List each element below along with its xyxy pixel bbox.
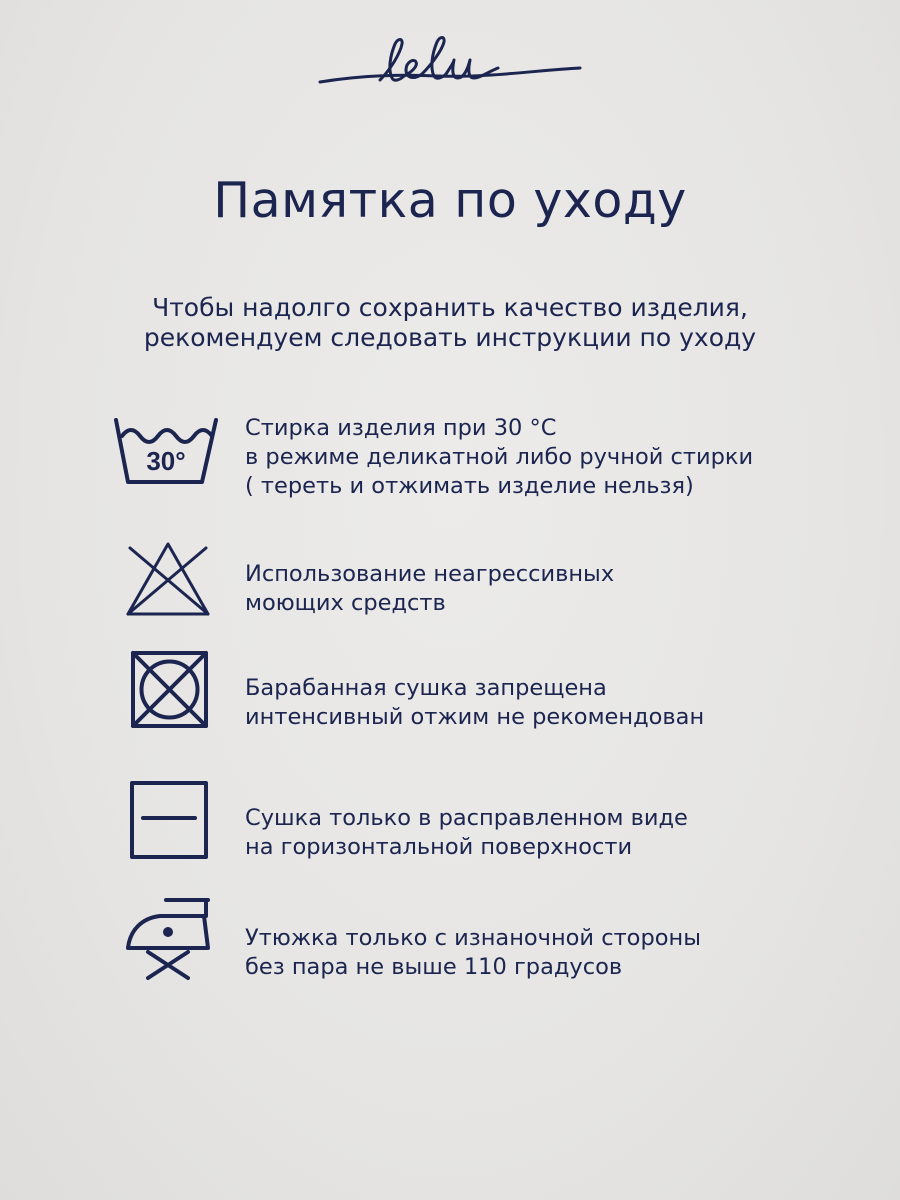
care-item-text bbox=[245, 804, 688, 862]
no-bleach-icon bbox=[112, 538, 222, 638]
care-item-text bbox=[245, 414, 753, 501]
care-item-text bbox=[245, 924, 701, 982]
wash-30-icon bbox=[112, 410, 222, 510]
care-item-text bbox=[245, 674, 704, 732]
wash-temperature-label: 30° bbox=[146, 446, 186, 476]
care-item-line: на горизонтальной поверхности bbox=[245, 834, 633, 860]
care-item-line: Использование неагрессивных bbox=[245, 561, 615, 587]
care-item-line: Сушка только в расправленном виде bbox=[245, 805, 688, 831]
intro-text bbox=[0, 293, 900, 353]
intro-line-2: рекомендуем следовать инструкции по уходу bbox=[143, 323, 757, 352]
care-item-text bbox=[245, 560, 614, 618]
lelu-logo bbox=[318, 30, 584, 100]
dry-flat-icon bbox=[112, 778, 222, 878]
page-title: Памятка по уходу bbox=[213, 172, 687, 229]
intro-line-1: Чтобы надолго сохранить качество изделия, bbox=[152, 293, 748, 322]
care-item-line: Утюжка только с изнаночной стороны bbox=[245, 925, 701, 951]
care-item-line: ( тереть и отжимать изделие нельзя) bbox=[245, 473, 694, 499]
care-item-line: интенсивный отжим не рекомендован bbox=[245, 704, 705, 730]
care-item-line: Стирка изделия при 30 °С bbox=[245, 415, 557, 441]
iron-dot bbox=[163, 927, 173, 937]
care-item-line: моющих средств bbox=[245, 590, 446, 616]
no-tumble-dry-icon bbox=[112, 648, 222, 748]
iron-low-no-steam-icon bbox=[112, 896, 222, 996]
care-item-line: в режиме деликатной либо ручной стирки bbox=[245, 444, 754, 470]
care-item-line: без пара не выше 110 градусов bbox=[245, 954, 623, 980]
care-item-line: Барабанная сушка запрещена bbox=[245, 675, 607, 701]
